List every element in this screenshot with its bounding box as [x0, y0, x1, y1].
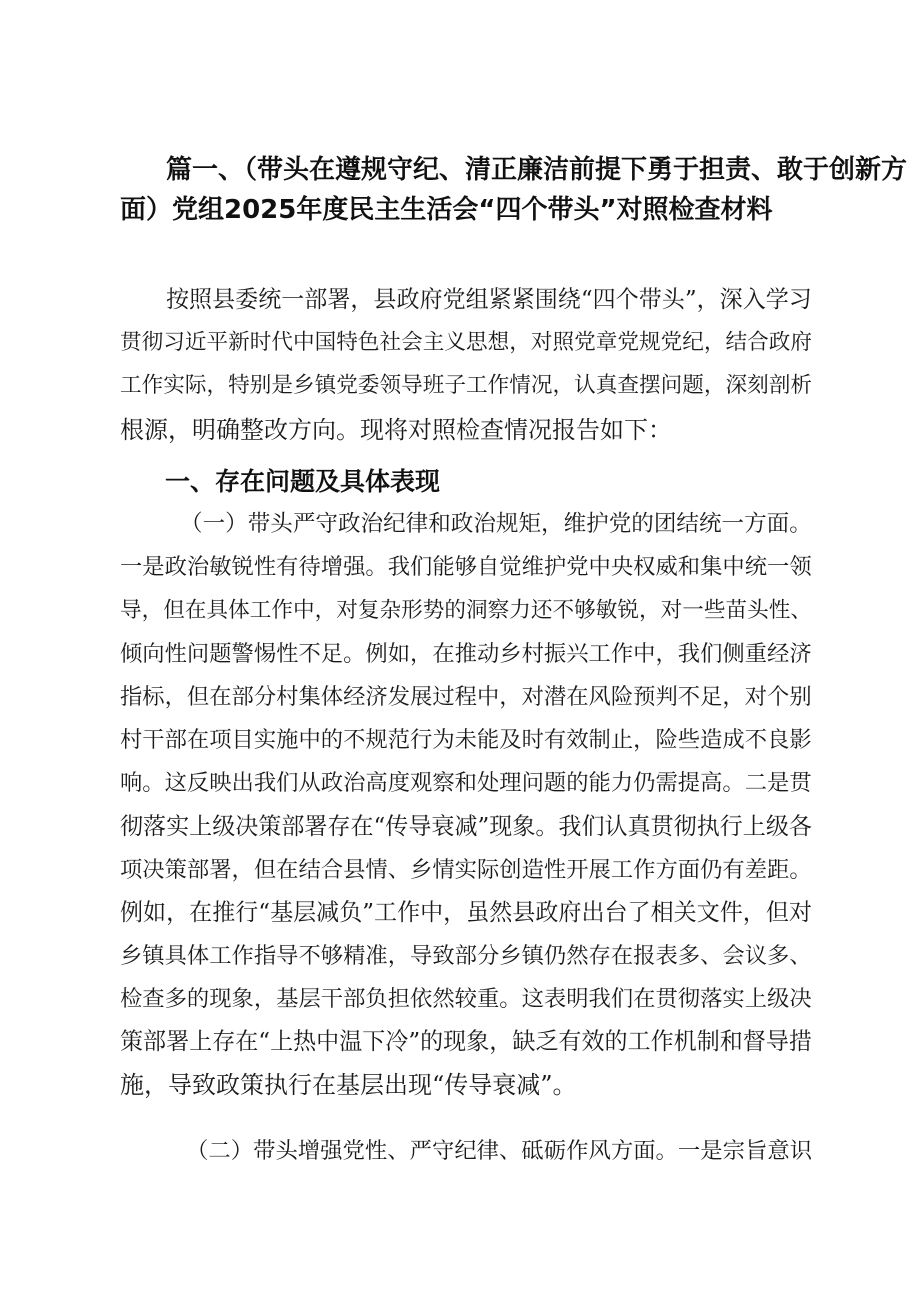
subsection-1-line-7: 响。这反映出我们从政治高度观察和处理问题的能力仍需提高。二是贯: [120, 770, 812, 796]
subsection-1-line-5: 指标，但在部分村集体经济发展过程中，对潜在风险预判不足，对个别: [120, 684, 812, 710]
subsection-1-line-10: 例如，在推行“基层减负”工作中，虽然县政府出台了相关文件，但对: [120, 900, 812, 926]
subsection-1-line-3: 导，但在具体工作中，对复杂形势的洞察力还不够敏锐，对一些苗头性、: [120, 598, 813, 623]
subsection-1-line-4: 倾向性问题警惕性不足。例如，在推动乡村振兴工作中，我们侧重经济: [120, 641, 812, 667]
subsection-1-line-13: 策部署上存在“上热中温下冷”的现象，缺乏有效的工作机制和督导措: [120, 1029, 812, 1055]
title-line-1: 篇一、（带头在遵规守纪、清正廉洁前提下勇于担责、敢于创新方: [166, 155, 908, 185]
subsection-1-line-1: （一）带头严守政治纪律和政治规矩，维护党的团结统一方面。: [180, 511, 812, 537]
subsection-1-line-9: 项决策部署，但在结合县情、乡情实际创造性开展工作方面仍有差距。: [120, 857, 812, 883]
section-heading: 一、存在问题及具体表现: [165, 467, 441, 496]
subsection-1-line-12: 检查多的现象，基层干部负担依然较重。这表明我们在贯彻落实上级决: [120, 986, 812, 1012]
intro-line-2: 贯彻习近平新时代中国特色社会主义思想，对照党章党规党纪，结合政府: [120, 330, 813, 355]
subsection-1-line-2: 一是政治敏锐性有待增强。我们能够自觉维护党中央权威和集中统一领: [120, 554, 812, 580]
intro-line-3: 工作实际，特别是乡镇党委领导班子工作情况，认真查摆问题，深刻剖析: [120, 373, 813, 398]
intro-line-1: 按照县委统一部署，县政府党组紧紧围绕“四个带头”，深入学习: [166, 287, 812, 313]
subsection-1-line-11: 乡镇具体工作指导不够精准，导致部分乡镇仍然存在报表多、会议多、: [120, 943, 812, 969]
subsection-2-line-1: （二）带头增强党性、严守纪律、砥砺作风方面。一是宗旨意识: [186, 1138, 813, 1164]
document-title: [120, 150, 908, 230]
title-line-2: 面）党组2025年度民主生活会“四个带头”对照检查材料: [120, 195, 773, 225]
subsection-1-line-8: 彻落实上级决策部署存在“传导衰减”现象。我们认真贯彻执行上级各: [120, 814, 812, 840]
subsection-1-line-6: 村干部在项目实施中的不规范行为未能及时有效制止，险些造成不良影: [120, 727, 812, 753]
intro-line-4: 根源，明确整改方向。现将对照检查情况报告如下：: [120, 416, 672, 444]
subsection-1-line-14: 施，导致政策执行在基层出现“传导衰减”。: [120, 1071, 577, 1099]
